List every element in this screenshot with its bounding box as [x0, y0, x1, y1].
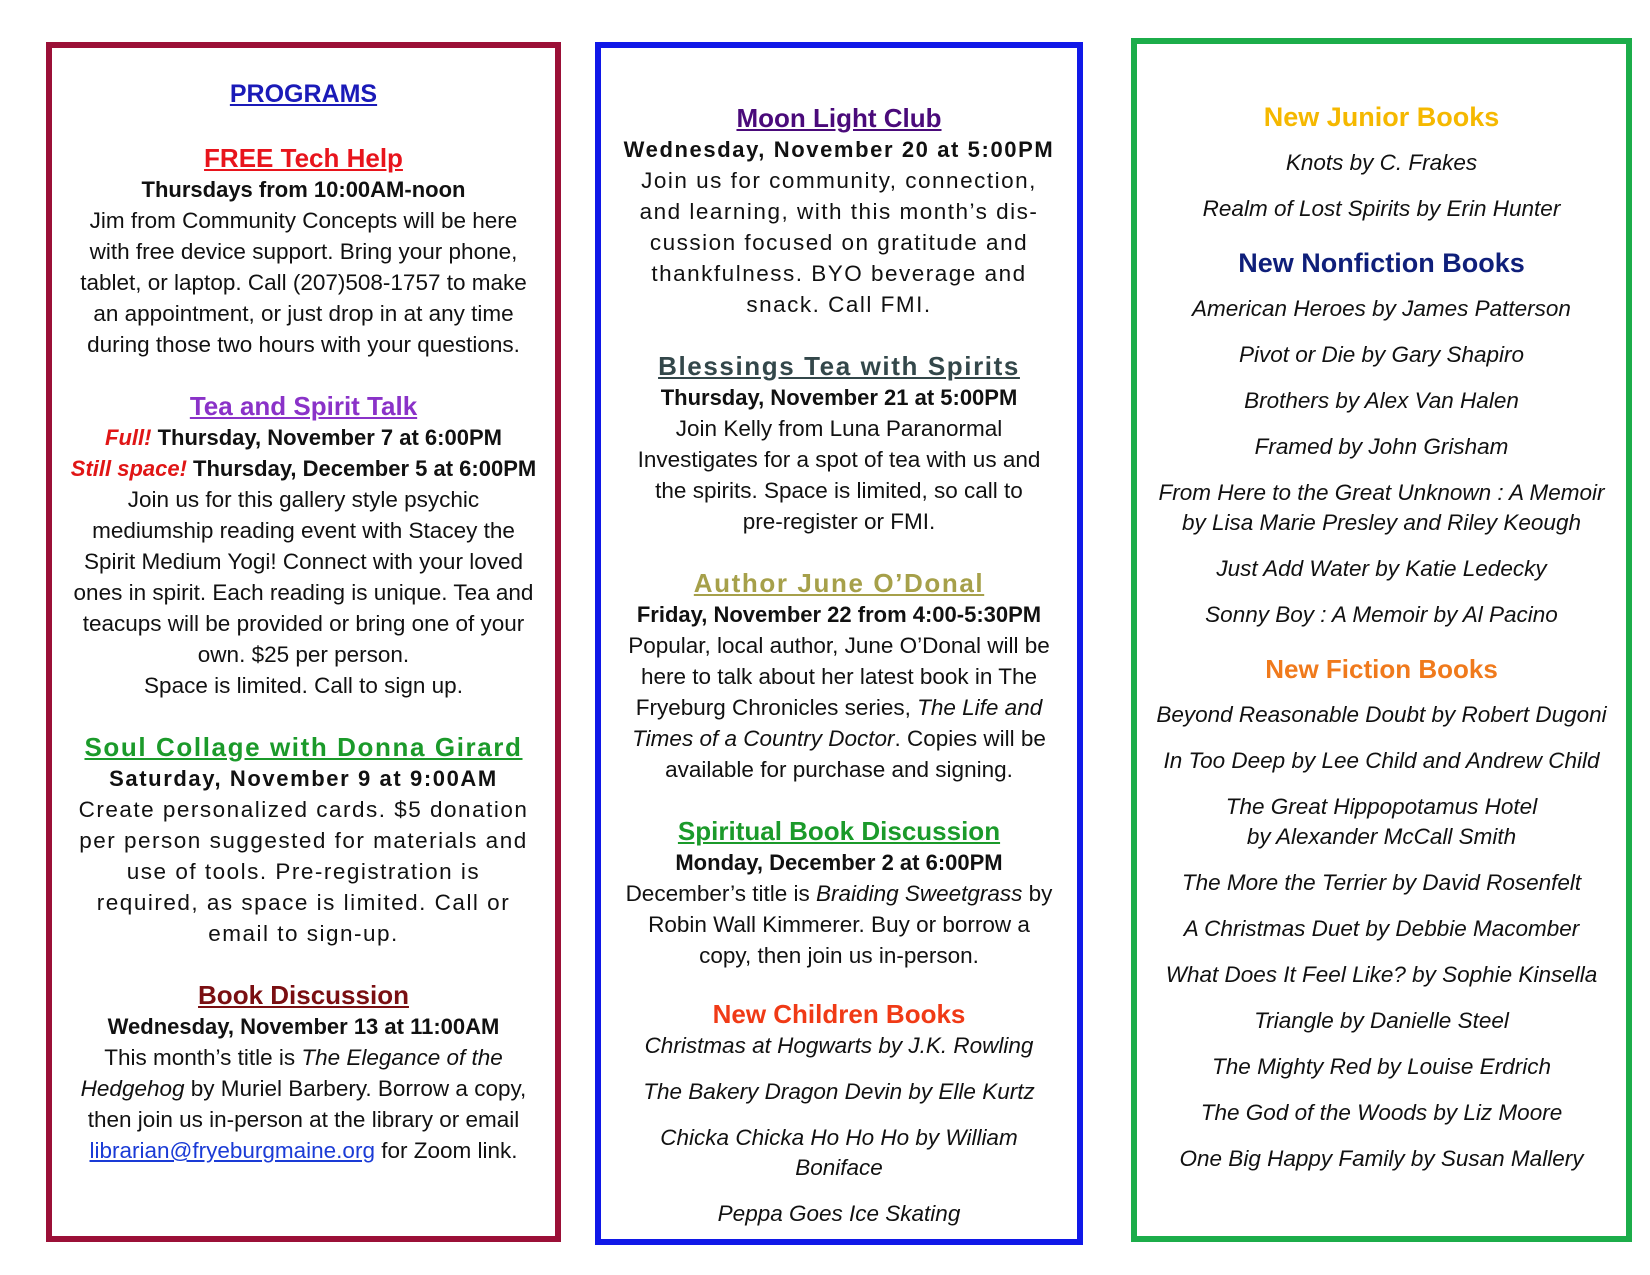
blessings-tea-line: the spirits. Space is limited, so call to: [655, 478, 1023, 503]
tea-spirit-line: Spirit Medium Yogi! Connect with your loved: [84, 549, 523, 574]
book-title-italic: The Life and: [917, 695, 1043, 720]
blessings-tea-line: Join Kelly from Luna Paranormal: [675, 416, 1003, 441]
moon-light-line: snack. Call FMI.: [746, 292, 932, 317]
book-item: Christmas at Hogwarts by J.K. Rowling: [644, 1033, 1034, 1058]
text-segment: December’s title is: [625, 881, 817, 906]
tea-spirit-date-1: [66, 422, 541, 453]
tech-help-date: Thursdays from 10:00AM-noon: [141, 177, 466, 202]
author-line: here to talk about her latest book in The: [640, 664, 1038, 689]
moon-light-line: cussion focused on gratitude and: [649, 230, 1029, 255]
book-title-italic: Hedgehog: [80, 1076, 185, 1101]
book-discussion-date: Wednesday, November 13 at 11:00AM: [107, 1014, 500, 1039]
book-discussion-line: [66, 1073, 541, 1104]
tea-spirit-date-1-text: Thursday, November 7 at 6:00PM: [151, 425, 502, 450]
soul-collage-line: Create personalized cards. $5 donation: [78, 797, 529, 822]
tech-help-line: Jim from Community Concepts will be here: [89, 208, 518, 233]
text-segment: . Copies will be: [894, 726, 1046, 751]
tea-spirit-date-2: [66, 453, 541, 484]
book-discussion-line: [66, 1135, 541, 1166]
junior-books-section: [1151, 100, 1612, 224]
nonfiction-books-section: [1151, 246, 1612, 630]
book-item: Chicka Chicka Ho Ho Ho by William Boniface: [660, 1125, 1018, 1180]
text-segment: Fryeburg Chronicles series,: [635, 695, 918, 720]
tech-help-line: during those two hours with your questions.: [87, 332, 520, 357]
soul-collage-section: [66, 731, 541, 949]
book-discussion-line: then join us in-person at the library or email: [87, 1107, 520, 1132]
text-segment: by Muriel Barbery. Borrow a copy,: [184, 1076, 527, 1101]
spiritual-book-line: copy, then join us in-person.: [699, 943, 979, 968]
tea-spirit-title: Tea and Spirit Talk: [189, 391, 418, 421]
book-item-continued: by Lisa Marie Presley and Riley Keough: [1182, 510, 1581, 535]
book-discussion-title: Book Discussion: [198, 980, 409, 1010]
author-line: Popular, local author, June O’Donal will be: [628, 633, 1050, 658]
book-item: What Does It Feel Like? by Sophie Kinsella: [1165, 962, 1598, 987]
junior-books-title: New Junior Books: [1263, 102, 1500, 132]
book-item: Just Add Water by Katie Ledecky: [1216, 556, 1547, 581]
blessings-tea-line: Investigates for a spot of tea with us and: [637, 447, 1041, 472]
book-item: One Big Happy Family by Susan Mallery: [1179, 1146, 1584, 1171]
moon-light-title: Moon Light Club: [736, 103, 942, 133]
book-item: The Mighty Red by Louise Erdrich: [1212, 1054, 1551, 1079]
book-item: The God of the Woods by Liz Moore: [1200, 1100, 1563, 1125]
moon-light-line: and learning, with this month’s dis-: [639, 199, 1039, 224]
book-item: Sonny Boy : A Memoir by Al Pacino: [1205, 602, 1558, 627]
tea-spirit-line: mediumship reading event with Stacey the: [92, 518, 515, 543]
book-item: The More the Terrier by David Rosenfelt: [1181, 870, 1582, 895]
book-item: Beyond Reasonable Doubt by Robert Dugoni: [1156, 702, 1607, 727]
tech-help-line: an appointment, or just drop in at any time: [93, 301, 514, 326]
book-title-italic: Braiding Sweetgrass: [816, 881, 1023, 906]
spiritual-book-date: Monday, December 2 at 6:00PM: [675, 850, 1003, 875]
text-segment: for Zoom link.: [374, 1138, 518, 1163]
tea-spirit-line: own. $25 per person.: [197, 642, 410, 667]
nonfiction-books-title: New Nonfiction Books: [1238, 248, 1525, 278]
book-item: In Too Deep by Lee Child and Andrew Child: [1163, 748, 1600, 773]
tech-help-line: with free device support. Bring your phone,: [89, 239, 518, 264]
book-item: The Great Hippopotamus Hotel: [1225, 794, 1538, 819]
soul-collage-date: Saturday, November 9 at 9:00AM: [109, 766, 498, 791]
tech-help-line: tablet, or laptop. Call (207)508-1757 to make: [80, 270, 527, 295]
text-segment: This month’s title is: [104, 1045, 302, 1070]
text-segment: by: [1022, 881, 1053, 906]
book-item: Triangle by Danielle Steel: [1254, 1008, 1509, 1033]
author-line: available for purchase and signing.: [665, 757, 1013, 782]
fiction-books-title: New Fiction Books: [1265, 654, 1498, 684]
tea-spirit-line: teacups will be provided or bring one of your: [82, 611, 525, 636]
tech-help-section: [66, 142, 541, 360]
moon-light-line: thankfulness. BYO beverage and: [651, 261, 1027, 286]
book-item: From Here to the Great Unknown : A Memoir: [1158, 480, 1605, 505]
spiritual-book-section: [615, 815, 1063, 971]
new-books-panel: [1131, 38, 1632, 1242]
author-section: [615, 567, 1063, 785]
book-title-italic: Times of a Country Doctor: [632, 726, 895, 751]
tech-help-title: FREE Tech Help: [204, 143, 403, 173]
tea-spirit-section: [66, 390, 541, 701]
librarian-email-link[interactable]: librarian@fryeburgmaine.org: [89, 1138, 375, 1163]
book-discussion-line: [66, 1042, 541, 1073]
children-books-section: [615, 997, 1063, 1229]
moon-light-section: [615, 102, 1063, 320]
events-panel: [595, 42, 1083, 1245]
spiritual-book-line: Robin Wall Kimmerer. Buy or borrow a: [648, 912, 1030, 937]
blessings-tea-date: Thursday, November 21 at 5:00PM: [660, 385, 1018, 410]
book-item: Peppa Goes Ice Skating: [717, 1201, 961, 1226]
book-item: American Heroes by James Patterson: [1192, 296, 1571, 321]
book-title-italic: The Elegance of the: [301, 1045, 503, 1070]
tea-spirit-line: Join us for this gallery style psychic: [127, 487, 480, 512]
soul-collage-title: Soul Collage with Donna Girard: [84, 732, 523, 762]
soul-collage-line: required, as space is limited. Call or: [96, 890, 511, 915]
programs-panel: [46, 42, 561, 1242]
programs-heading: PROGRAMS: [229, 80, 378, 108]
spiritual-book-title: Spiritual Book Discussion: [677, 816, 1001, 846]
moon-light-line: Join us for community, connection,: [641, 168, 1037, 193]
blessings-tea-title: Blessings Tea with Spirits: [658, 351, 1020, 381]
author-date: Friday, November 22 from 4:00-5:30PM: [636, 602, 1042, 627]
blessings-tea-section: [615, 350, 1063, 537]
children-books-title: New Children Books: [712, 999, 966, 1029]
tea-spirit-line: ones in spirit. Each reading is unique. Tea and: [73, 580, 534, 605]
blessings-tea-line: pre-register or FMI.: [742, 509, 936, 534]
book-item: A Christmas Duet by Debbie Macomber: [1183, 916, 1580, 941]
spiritual-book-line: [615, 878, 1063, 909]
book-item: Realm of Lost Spirits by Erin Hunter: [1202, 196, 1561, 221]
author-title: Author June O’Donal: [693, 568, 985, 598]
book-item: Pivot or Die by Gary Shapiro: [1238, 342, 1525, 367]
soul-collage-line: use of tools. Pre-registration is: [126, 859, 481, 884]
moon-light-date: Wednesday, November 20 at 5:00PM: [623, 137, 1055, 162]
tea-spirit-line: Space is limited. Call to sign up.: [144, 673, 463, 698]
book-item-continued: by Alexander McCall Smith: [1246, 824, 1517, 849]
soul-collage-line: per person suggested for materials and: [79, 828, 528, 853]
fiction-books-section: [1151, 652, 1612, 1174]
tea-spirit-date-2-text: Thursday, December 5 at 6:00PM: [186, 456, 537, 481]
book-item: The Bakery Dragon Devin by Elle Kurtz: [643, 1079, 1035, 1104]
book-item: Brothers by Alex Van Halen: [1244, 388, 1519, 413]
author-line: [615, 723, 1063, 754]
book-discussion-section: [66, 979, 541, 1166]
soul-collage-line: email to sign-up.: [208, 921, 399, 946]
author-line: [615, 692, 1063, 723]
book-item: Knots by C. Frakes: [1285, 150, 1478, 175]
book-item: Framed by John Grisham: [1254, 434, 1509, 459]
still-space-label: Still space!: [70, 456, 187, 481]
full-label: Full!: [105, 425, 152, 450]
